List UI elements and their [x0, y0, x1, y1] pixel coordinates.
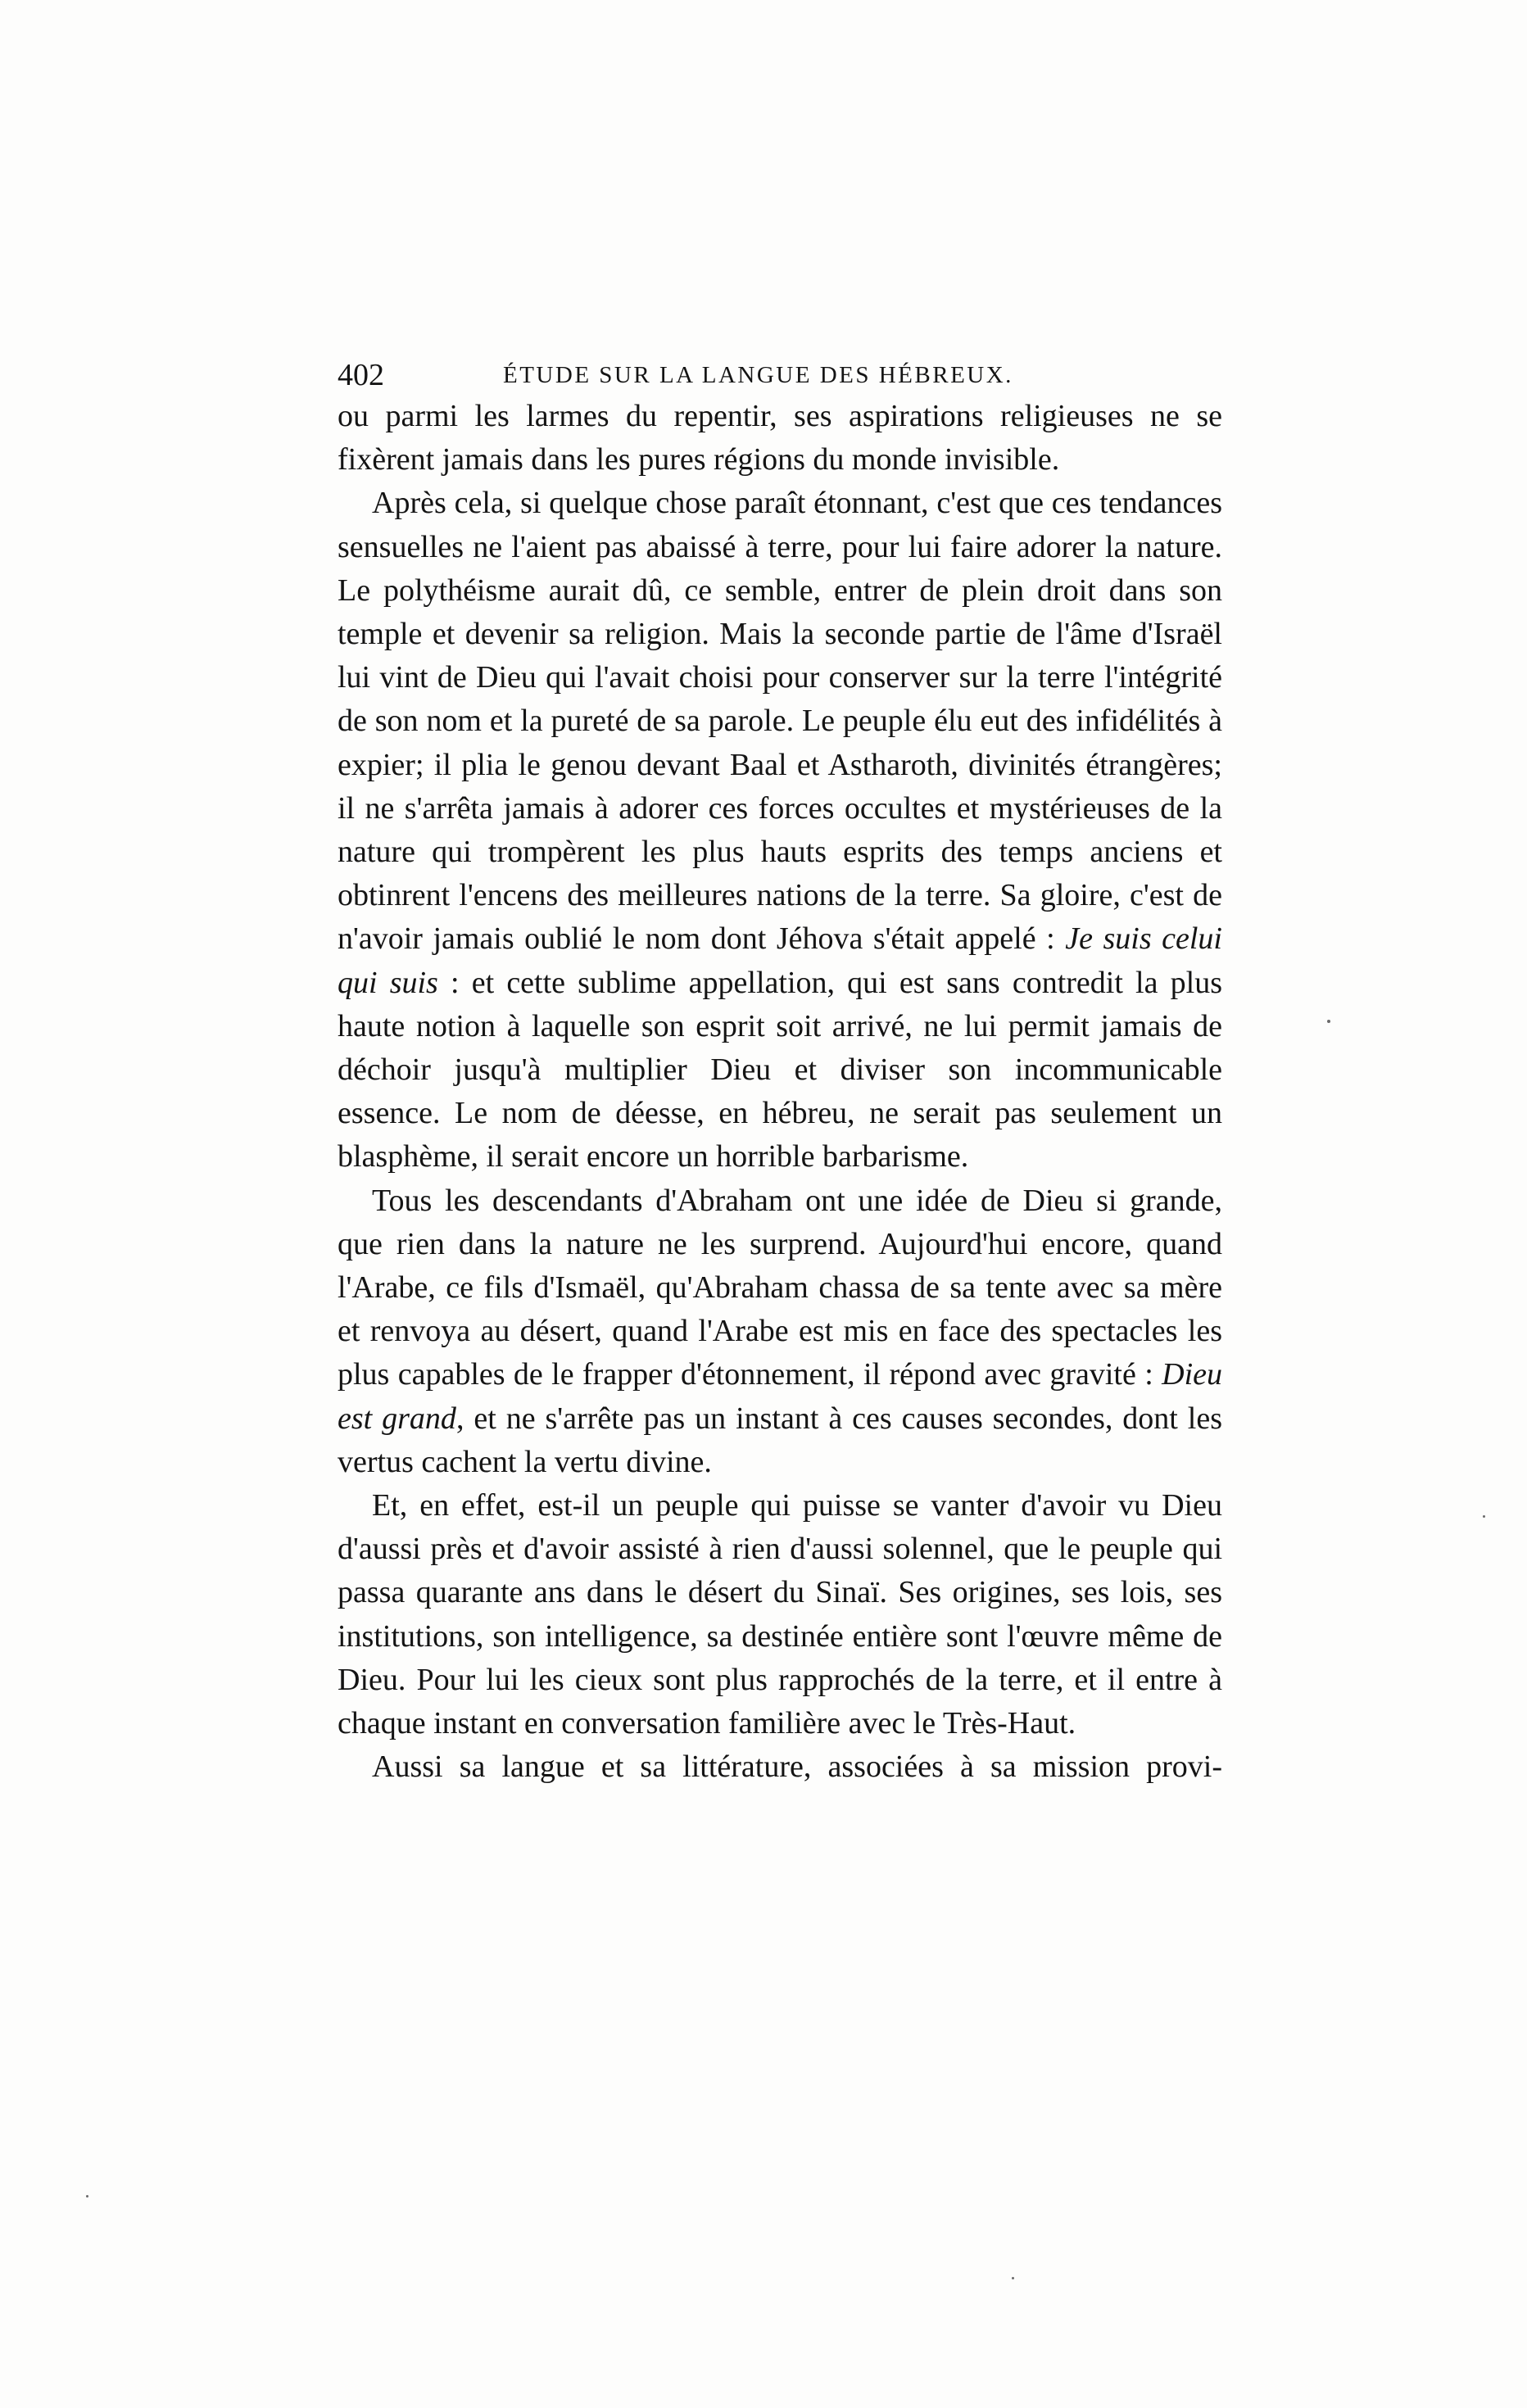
body-text — [338, 395, 1222, 1790]
paragraph-2-text-b: : et cette sublime appellation, qui est sans contredit la plus haute notion à laquelle son esprit soit arrivé, ne lui permit jamais de déchoir jusqu'à multiplier Dieu et diviser son incommunicable essence. Le nom de déesse, en hébreu, ne serait pas seulement un blasphème, il serait encore un horrible barbarisme. — [338, 965, 1222, 1175]
paragraph-3-italic: Dieu est grand — [338, 1357, 1222, 1436]
paragraph-2-text-a: Après cela, si quelque chose paraît étonnant, c'est que ces tendances sensuelles ne l'aient pas abaissé à terre, pour lui faire adorer la nature. Le polythéisme aurait dû, ce semble, entrer de plein droit dans son temple et devenir sa religion. Mais la seconde partie de l'âme d'Israël lui vint de Dieu qui l'avait choisi pour conserver sur la terre l'intégrité de son nom et la pureté de sa parole. Le peuple élu eut des infidélités à expier; il plia le genou devant Baal et Astharoth, divinités étrangères; il ne s'arrêta jamais à adorer ces forces occultes et mystérieuses de la nature qui trompèrent les plus hauts esprits des temps anciens et obtinrent l'encens des meilleures nations de la terre. Sa gloire, c'est de n'avoir jamais oublié le nom dont Jéhova s'était appelé : — [338, 486, 1222, 957]
paragraph-3-text-b: , et ne s'arrête pas un instant à ces causes secondes, dont les vertus cachent la vertu divine. — [338, 1401, 1222, 1479]
paragraph-3 — [338, 1179, 1222, 1484]
page-number: 402 — [338, 358, 384, 392]
paper-speck — [86, 2195, 88, 2198]
paragraph-3-text-a: Tous les descendants d'Abraham ont une idée de Dieu si grande, que rien dans la nature ne les surprend. Aujourd'hui encore, quand l'Arabe, ce fils d'Ismaël, qu'Abraham chassa de sa tente avec sa mère et renvoya au désert, quand l'Arabe est mis en face des spectacles les plus capables de le frapper d'étonnement, il répond avec gravité : — [338, 1183, 1222, 1392]
running-head: ÉTUDE SUR LA LANGUE DES HÉBREUX. — [503, 362, 1013, 388]
paragraph-1 — [338, 395, 1222, 482]
page-header — [338, 351, 1222, 400]
paper-speck — [1483, 1515, 1485, 1518]
paragraph-5-text: Aussi sa langue et sa littérature, associées à sa mission provi- — [372, 1749, 1222, 1785]
paragraph-5 — [338, 1745, 1222, 1789]
paragraph-2-italic: Je suis celui qui suis — [338, 921, 1222, 1000]
paper-speck — [1327, 1020, 1330, 1023]
paragraph-4 — [338, 1484, 1222, 1745]
paper-speck — [1012, 2277, 1014, 2279]
paragraph-1-text: ou parmi les larmes du repentir, ses aspirations religieuses ne se fixèrent jamais dans les pures régions du monde invisible. — [338, 399, 1222, 478]
paragraph-4-text: Et, en effet, est-il un peuple qui puisse se vanter d'avoir vu Dieu d'aussi près et d'avoir assisté à rien d'aussi solennel, que le peuple qui passa quarante ans dans le désert du Sinaï. Ses origines, ses lois, ses institutions, son intelligence, sa destinée entière sont l'œuvre même de Dieu. Pour lui les cieux sont plus rapprochés de la terre, et il entre à chaque instant en conversation familière avec le Très-Haut. — [338, 1488, 1222, 1741]
paragraph-2 — [338, 482, 1222, 1179]
